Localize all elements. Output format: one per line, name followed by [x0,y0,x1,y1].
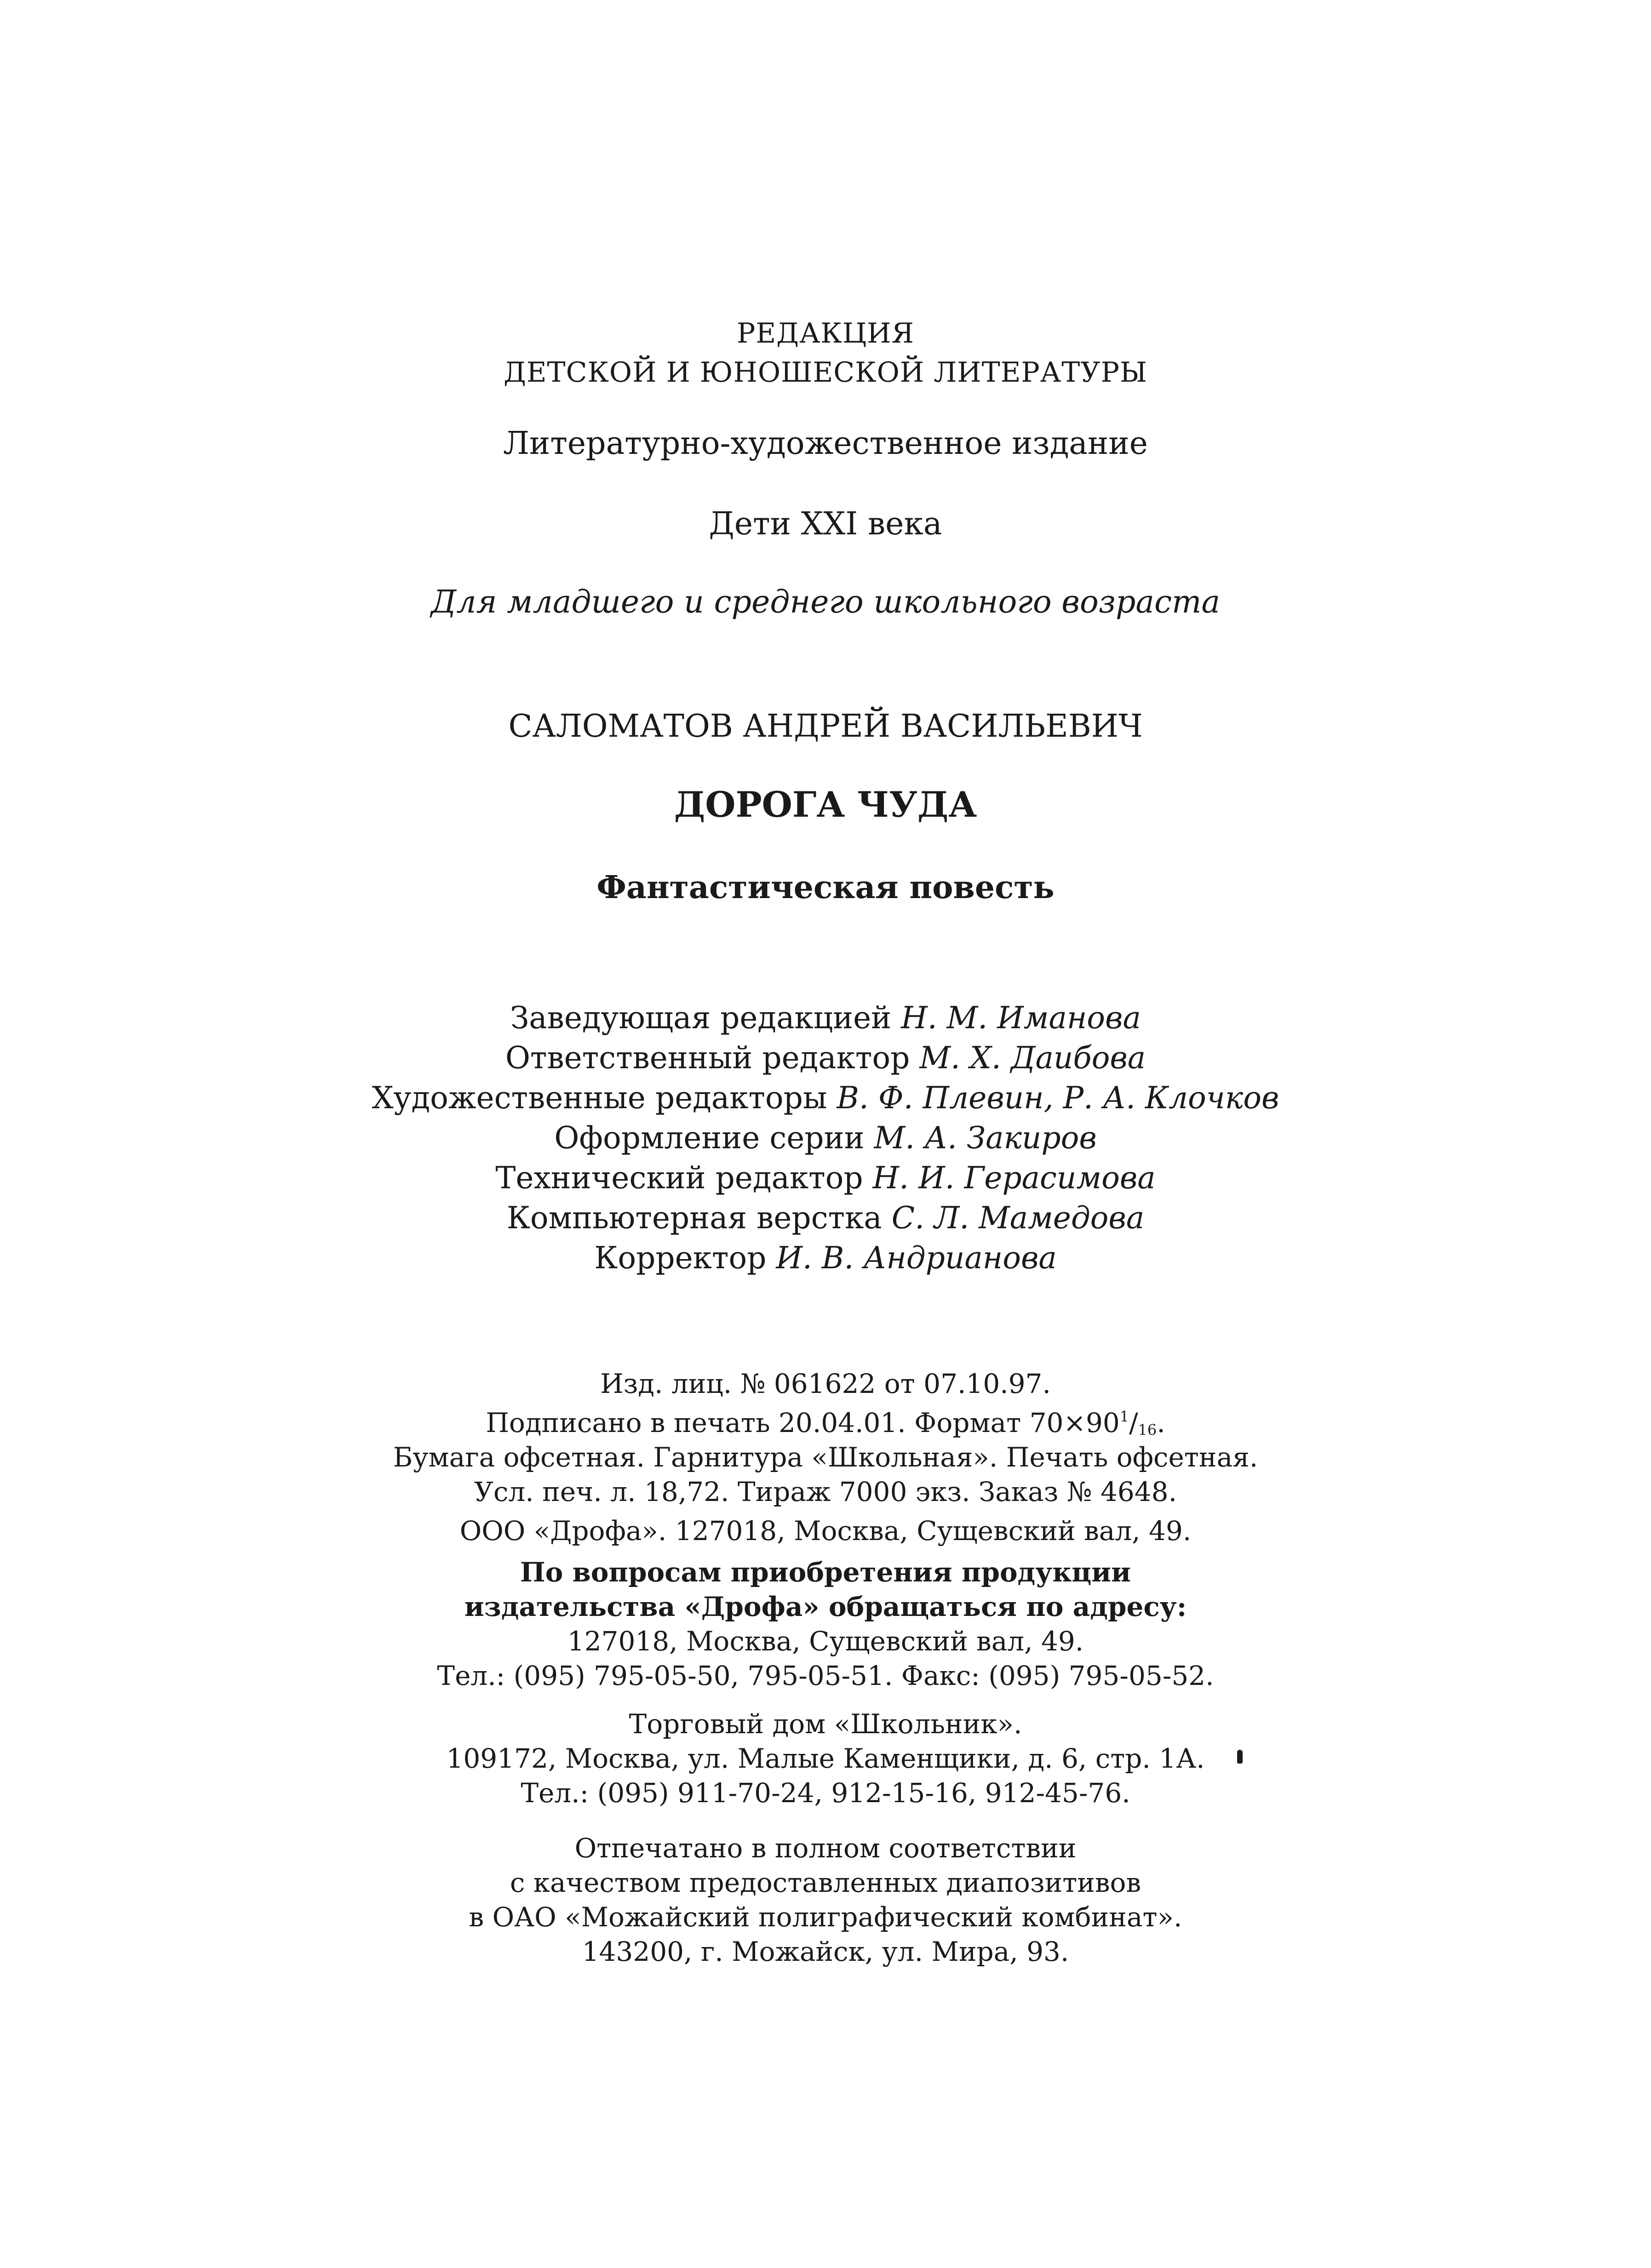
department-line-1: РЕДАКЦИЯ [737,317,914,349]
book-genre: Фантастическая повесть [596,869,1055,906]
print-run-line: Усл. печ. л. 18,72. Тираж 7000 экз. Заказ № 4648. [474,1476,1177,1507]
book-title: ДОРОГА ЧУДА [674,784,977,825]
staff-line [0,1000,1651,1036]
publisher-address: 127018, Москва, Сущевский вал, 49. [567,1626,1084,1657]
staff-line [0,1040,1651,1076]
staff-line [0,1120,1651,1156]
staff-line [0,1160,1651,1196]
staff-name: И. В. Андрианова [776,1240,1057,1276]
staff-name: В. Ф. Плевин, Р. А. Клочков [837,1080,1279,1116]
author-name: САЛОМАТОВ АНДРЕЙ ВАСИЛЬЕВИЧ [508,708,1143,745]
trade-house-address: 109172, Москва, ул. Малые Каменщики, д. 6, стр. 1А. [446,1743,1205,1774]
staff-role: Оформление серии [554,1120,865,1156]
series-name: Дети XXI века [709,506,942,542]
staff-name: М. Х. Даибова [919,1040,1146,1076]
staff-role: Технический редактор [495,1160,863,1196]
paper-line: Бумага офсетная. Гарнитура «Школьная». Печать офсетная. [393,1442,1258,1473]
staff-name: Н. М. Иманова [901,1000,1141,1036]
staff-role: Ответственный редактор [505,1040,910,1076]
trade-house-phones: Тел.: (095) 911-70-24, 912-15-16, 912-45-76. [521,1777,1130,1809]
age-group: Для младшего и среднего школьного возраста [430,584,1221,620]
staff-line [0,1240,1651,1276]
purchase-info-line-2: издательства «Дрофа» обращаться по адресу: [464,1591,1187,1622]
staff-role: Художественные редакторы [372,1080,827,1116]
license-line: Изд. лиц. № 061622 от 07.10.97. [600,1368,1051,1399]
printer-line-3: в ОАО «Можайский полиграфический комбинат». [469,1901,1182,1933]
staff-name: Н. И. Герасимова [872,1160,1156,1196]
signed-format-line: Подписано в печать 20.04.01. Формат $70\times 90^1/_{16}$. [486,1407,1165,1439]
purchase-info-line-1: По вопросам приобретения продукции [520,1557,1131,1588]
ink-speck [1237,1750,1243,1764]
edition-type: Литературно-художественное издание [503,425,1148,462]
staff-role: Заведующая редакцией [510,1000,892,1036]
staff-line [0,1200,1651,1236]
department-line-2: ДЕТСКОЙ И ЮНОШЕСКОЙ ЛИТЕРАТУРЫ [503,356,1148,389]
staff-role: Компьютерная верстка [506,1200,882,1236]
printer-line-2: с качеством предоставленных диапозитивов [510,1867,1141,1898]
staff-role: Корректор [594,1240,767,1276]
staff-name: М. А. Закиров [874,1120,1097,1156]
staff-line [0,1080,1651,1116]
staff-name: С. Л. Мамедова [891,1200,1145,1236]
printer-line-4: 143200, г. Можайск, ул. Мира, 93. [582,1936,1069,1967]
trade-house-name: Торговый дом «Школьник». [629,1708,1022,1740]
publisher-phones: Тел.: (095) 795-05-50, 795-05-51. Факс: (095) 795-05-52. [437,1660,1214,1691]
publisher-line: ООО «Дрофа». 127018, Москва, Сущевский вал, 49. [459,1515,1192,1546]
printer-line-1: Отпечатано в полном соответствии [574,1833,1077,1864]
